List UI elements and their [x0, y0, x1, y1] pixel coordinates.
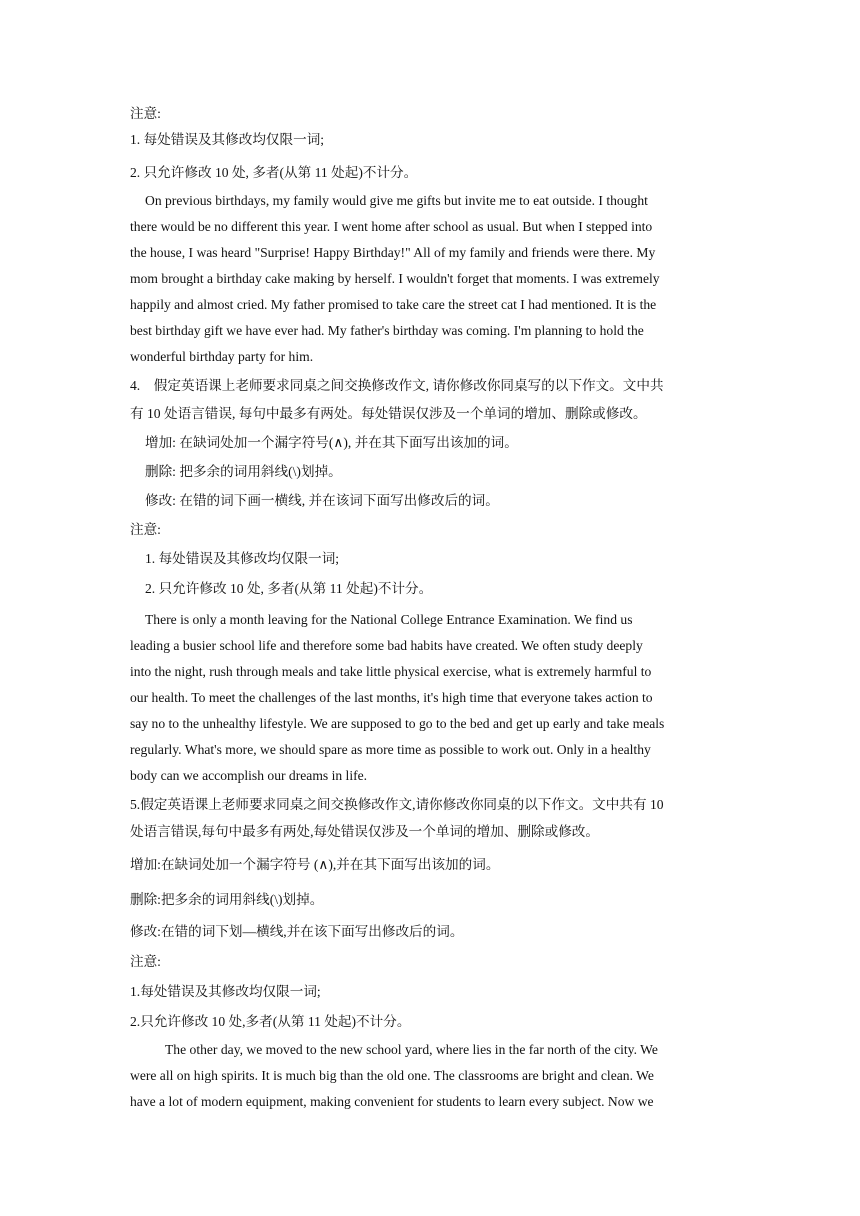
s4-add-rule: 增加: 在缺词处加一个漏字符号(∧), 并在其下面写出该加的词。 [145, 435, 518, 450]
s4-question-line: 有 10 处语言错误, 每句中最多有两处。每处错误仅涉及一个单词的增加、删除或修改。 [130, 406, 647, 421]
s3-passage-line: best birthday gift we have ever had. My father's birthday was coming. I'm planning to hold the [130, 323, 644, 338]
s4-note-1: 1. 每处错误及其修改均仅限一词; [145, 551, 340, 566]
s4-passage-line: leading a busier school life and therefore some bad habits have created. We often study deeply [130, 638, 643, 653]
s4-modify-rule: 修改: 在错的词下画一横线, 并在该词下面写出修改后的词。 [145, 493, 499, 508]
s3-passage-line: On previous birthdays, my family would give me gifts but invite me to eat outside. I thought [145, 193, 648, 208]
s5-note-1: 1.每处错误及其修改均仅限一词; [130, 984, 321, 999]
s5-question-line: 5.假定英语课上老师要求同桌之间交换修改作文,请你修改你同桌的以下作文。文中共有 10 [130, 797, 664, 812]
s3-passage-line: the house, I was heard "Surprise! Happy Birthday!" All of my family and friends were there. My [130, 245, 656, 260]
s3-passage-line: there would be no different this year. I went home after school as usual. But when I stepped into [130, 219, 653, 234]
s5-passage-line: were all on high spirits. It is much big than the old one. The classrooms are bright and clean. We [130, 1068, 654, 1083]
s5-delete-rule: 删除:把多余的词用斜线(\)划掉。 [130, 892, 324, 907]
s3-note-1: 1. 每处错误及其修改均仅限一词; [130, 132, 325, 147]
s3-note-2: 2. 只允许修改 10 处, 多者(从第 11 处起)不计分。 [130, 165, 418, 180]
s4-passage-line: say no to the unhealthy lifestyle. We are supposed to go to the bed and get up early and take meals [130, 716, 665, 731]
s4-passage-line: There is only a month leaving for the National College Entrance Examination. We find us [145, 612, 633, 627]
s4-note-title: 注意: [130, 522, 161, 537]
s5-note-2: 2.只允许修改 10 处,多者(从第 11 处起)不计分。 [130, 1014, 411, 1029]
s4-passage-line: body can we accomplish our dreams in life. [130, 768, 368, 783]
s5-add-rule: 增加:在缺词处加一个漏字符号 (∧),并在其下面写出该加的词。 [130, 857, 500, 872]
s5-note-title: 注意: [130, 954, 161, 969]
s5-passage-line: have a lot of modern equipment, making convenient for students to learn every subject. Now we [130, 1094, 654, 1109]
s4-passage-line: regularly. What's more, we should spare as more time as possible to work out. Only in a healthy [130, 742, 651, 757]
s4-passage-line: our health. To meet the challenges of the last months, it's high time that everyone takes action to [130, 690, 653, 705]
s3-note-title: 注意: [130, 106, 161, 121]
s3-passage-line: mom brought a birthday cake making by herself. I wouldn't forget that moments. I was extremely [130, 271, 660, 286]
s3-passage-line: happily and almost cried. My father promised to take care the street cat I had mentioned. It is the [130, 297, 657, 312]
s4-question-line: 4. 假定英语课上老师要求同桌之间交换修改作文, 请你修改你同桌写的以下作文。文中共 [130, 378, 664, 393]
s4-note-2: 2. 只允许修改 10 处, 多者(从第 11 处起)不计分。 [145, 581, 433, 596]
s5-question-line: 处语言错误,每句中最多有两处,每处错误仅涉及一个单词的增加、删除或修改。 [130, 824, 599, 839]
s5-passage-line: The other day, we moved to the new school yard, where lies in the far north of the city. We [165, 1042, 658, 1057]
s4-delete-rule: 删除: 把多余的词用斜线(\)划掉。 [145, 464, 342, 479]
s3-passage-line: wonderful birthday party for him. [130, 349, 314, 364]
s4-passage-line: into the night, rush through meals and take little physical exercise, what is extremely harmful to [130, 664, 652, 679]
s5-modify-rule: 修改:在错的词下划—横线,并在该下面写出修改后的词。 [130, 924, 464, 939]
